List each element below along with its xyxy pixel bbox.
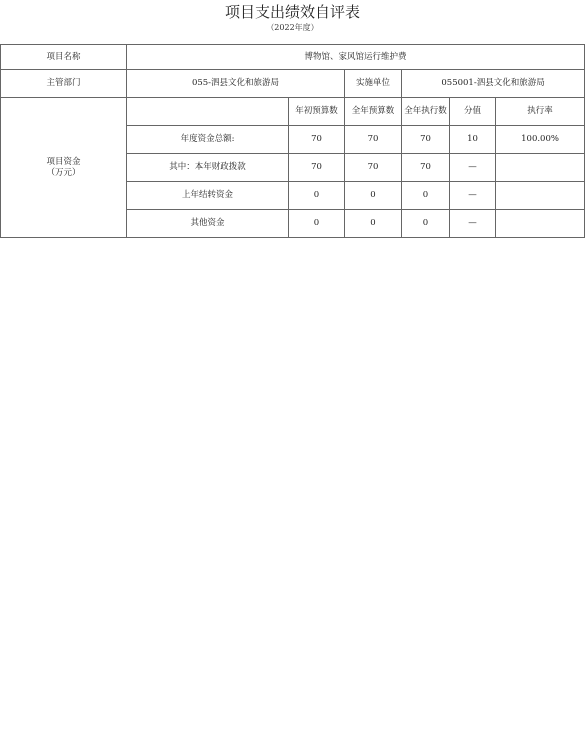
funds-cell: — (450, 154, 496, 182)
funds-cell: 0 (402, 210, 450, 238)
funds-header-col: 全年预算数 (345, 98, 402, 126)
funds-cell: 70 (289, 154, 345, 182)
project-name-row (1, 45, 585, 70)
project-name-value: 博物馆、家风馆运行维护费 (127, 45, 585, 70)
project-name-label: 项目名称 (1, 45, 127, 70)
funds-header-blank (127, 98, 289, 126)
funds-cell: 70 (289, 126, 345, 154)
funds-cell: 70 (345, 154, 402, 182)
dept-value: 055-泗县文化和旅游局 (127, 70, 345, 98)
funds-cell: 0 (345, 210, 402, 238)
funds-cell: 0 (289, 210, 345, 238)
funds-row-name: 其中：本年财政拨款 (127, 154, 289, 182)
funds-row-name: 其他资金 (127, 210, 289, 238)
funds-cell: 0 (289, 182, 345, 210)
unit-label: 实施单位 (345, 70, 402, 98)
funds-row-name: 上年结转资金 (127, 182, 289, 210)
funds-header-col: 执行率 (496, 98, 585, 126)
funds-header-row (1, 98, 585, 126)
evaluation-table (0, 44, 585, 238)
funds-cell: 0 (345, 182, 402, 210)
funds-cell: — (450, 210, 496, 238)
funds-cell (496, 210, 585, 238)
year-subtitle: （2022年度） (266, 23, 319, 32)
funds-cell: 0 (402, 182, 450, 210)
funds-header-col: 全年执行数 (402, 98, 450, 126)
funds-header-col: 年初预算数 (289, 98, 345, 126)
funds-cell (496, 154, 585, 182)
funds-cell: 70 (345, 126, 402, 154)
funds-cell: 70 (402, 126, 450, 154)
page-title: 项目支出绩效自评表 (224, 3, 360, 21)
funds-cell: 70 (402, 154, 450, 182)
unit-value: 055001-泗县文化和旅游局 (402, 70, 585, 98)
funds-cell: 100.00% (496, 126, 585, 154)
funds-cell: 10 (450, 126, 496, 154)
funds-label: 项目资金 （万元） (1, 98, 127, 238)
dept-label: 主管部门 (1, 70, 127, 98)
funds-cell (496, 182, 585, 210)
department-row (1, 70, 585, 98)
funds-row-name: 年度资金总额: (127, 126, 289, 154)
funds-header-col: 分值 (450, 98, 496, 126)
funds-cell: — (450, 182, 496, 210)
